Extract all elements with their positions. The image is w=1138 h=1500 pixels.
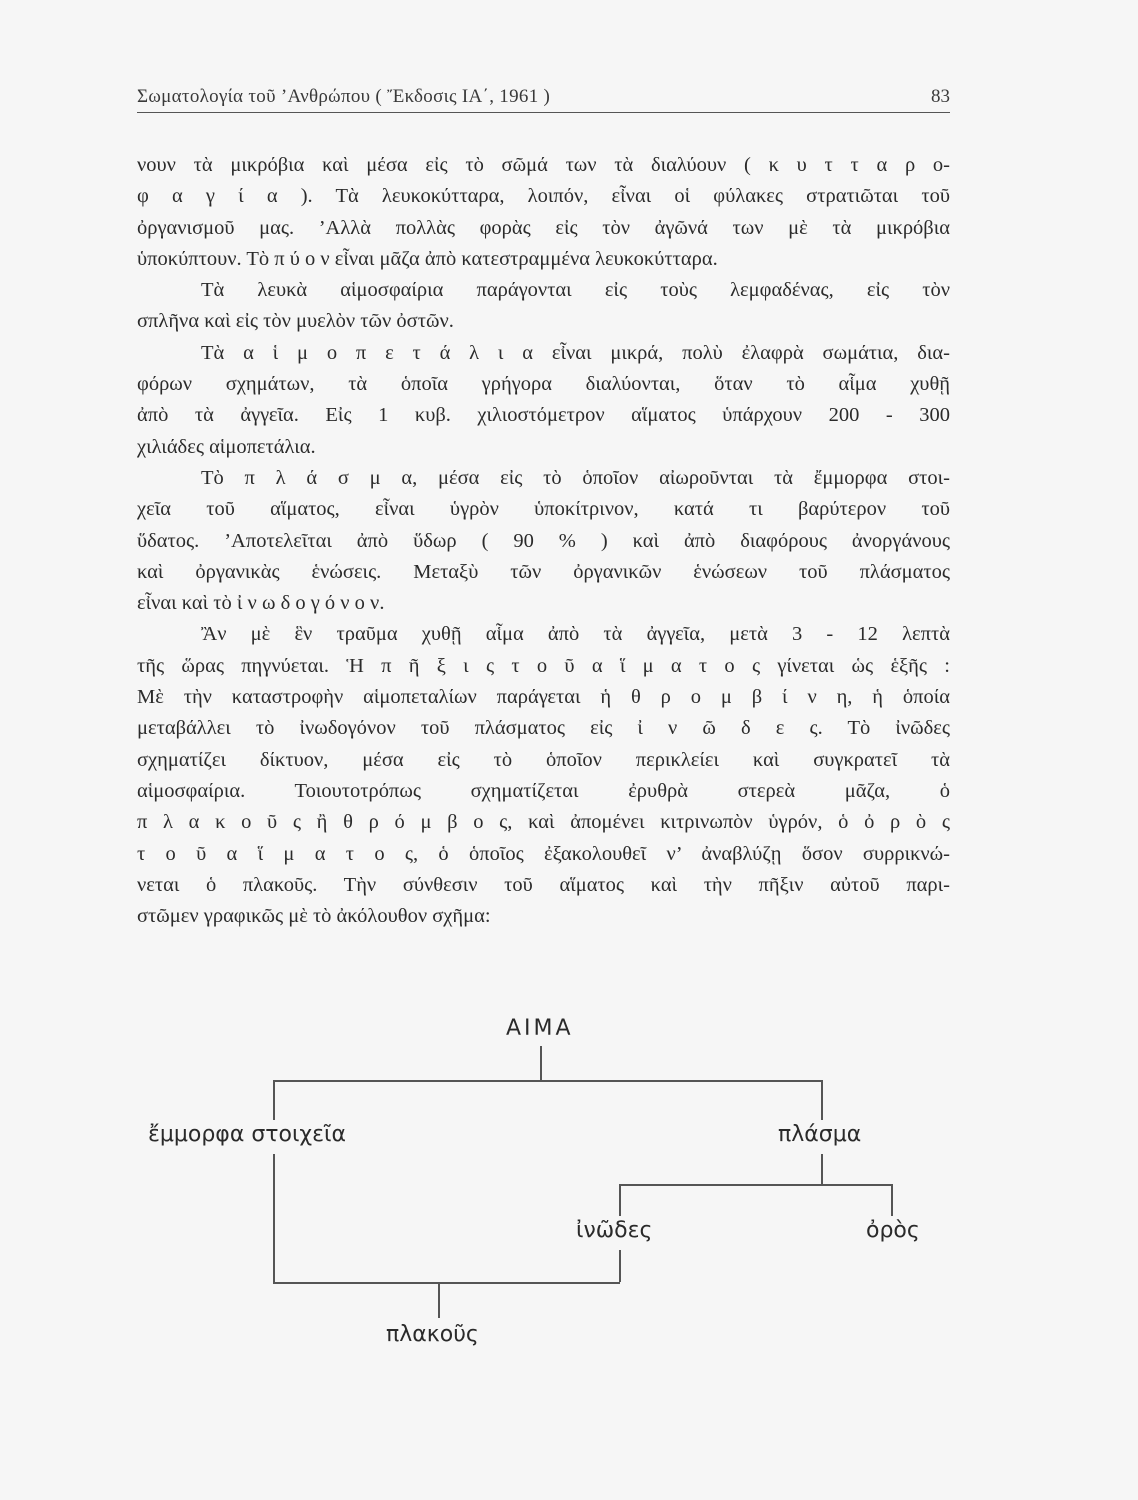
connector-line — [273, 1080, 822, 1082]
text-line: Τὰ λευκὰ αἱμοσφαίρια παράγονται εἰς τοὺς λεμφαδένας, εἰς τὸν — [201, 279, 950, 302]
text-line: καὶ ὀργανικὰς ἑνώσεις. Μεταξὺ τῶν ὀργανικῶν ἑνώσεων τοῦ πλάσματος — [137, 560, 950, 583]
text-line: σπλῆνα καὶ εἰς τὸν μυελὸν τῶν ὀστῶν. — [137, 310, 454, 333]
text-line: ὕδατος. ’Αποτελεῖται ἀπὸ ὕδωρ ( 90 % ) καὶ ἀπὸ διαφόρους ἀνοργάνους — [137, 529, 950, 552]
text-line: Τὸ π λ ά σ μ α, μέσα εἰς τὸ ὁποῖον αἰωροῦνται τὰ ἔμμορφα στοι- — [201, 466, 950, 489]
connector-line — [821, 1154, 823, 1184]
text-line: χεῖα τοῦ αἵματος, εἶναι ὑγρὸν ὑποκίτρινον, κατά τι βαρύτερον τοῦ — [137, 498, 950, 521]
connector-line — [273, 1282, 620, 1284]
diagram-node-serum: ὀρὸς — [866, 1218, 920, 1243]
diagram-node-clot: πλακοῦς — [386, 1322, 479, 1347]
text-line: Μὲ τὴν καταστροφὴν αἱμοπεταλίων παράγεται ἡ θ ρ ο μ β ί ν η, ἡ ὁποία — [137, 686, 950, 709]
text-line: φ α γ ί α ). Τὰ λευκοκύτταρα, λοιπόν, εἶναι οἱ φύλακες στρατιῶται τοῦ — [137, 185, 950, 208]
text-line: νουν τὰ μικρόβια καὶ μέσα εἰς τὸ σῶμά των τὰ διαλύουν ( κ υ τ τ α ρ ο- — [137, 154, 950, 176]
text-line: π λ α κ ο ῦ ς ἢ θ ρ ό μ β ο ς, καὶ ἀπομένει κιτρινωπὸν ὑγρόν, ὁ ὀ ρ ὸ ς — [137, 811, 950, 834]
diagram-node-formed-elements: ἔμμορφα στοιχεῖα — [148, 1122, 346, 1147]
connector-line — [540, 1046, 542, 1080]
connector-line — [619, 1184, 621, 1216]
text-line: νεται ὁ πλακοῦς. Τὴν σύνθεσιν τοῦ αἵματος καὶ τὴν πῆξιν αὐτοῦ παρι- — [137, 873, 950, 896]
text-line: ὀργανισμοῦ μας. ’Αλλὰ πολλὰς φορὰς εἰς τὸν ἀγῶνά των μὲ τὰ μικρόβια — [137, 216, 950, 239]
text-line: τ ο ῦ α ἵ μ α τ ο ς, ὁ ὁποῖος ἐξακολουθεῖ ν’ ἀναβλύζῃ ὅσον συρρικνώ- — [137, 842, 950, 865]
connector-line — [619, 1250, 621, 1282]
diagram-node-plasma: πλάσμα — [778, 1122, 862, 1147]
text-line: ὑποκύπτουν. Τὸ π ύ ο ν εἶναι μᾶζα ἀπὸ κατεστραμμένα λευκοκύτταρα. — [137, 247, 718, 270]
text-line: Τὰ α ἱ μ ο π ε τ ά λ ι α εἶναι μικρά, πολὺ ἐλαφρὰ σωμάτια, δια- — [201, 341, 950, 364]
connector-line — [273, 1154, 275, 1282]
connector-line — [438, 1282, 440, 1318]
connector-line — [891, 1184, 893, 1216]
diagram-node-blood: ΑΙΜΑ — [506, 1016, 574, 1041]
diagram-node-fibrin: ἰνῶδες — [576, 1218, 653, 1243]
connector-line — [821, 1080, 823, 1120]
text-line: αἱμοσφαίρια. Τοιουτοτρόπως σχηματίζεται ἐρυθρὰ στερεὰ μᾶζα, ὁ — [137, 779, 950, 802]
text-line: σχηματίζει δίκτυον, μέσα εἰς τὸ ὁποῖον περικλείει καὶ συγκρατεῖ τὰ — [137, 748, 950, 771]
page-number: 83 — [931, 86, 950, 107]
text-line: στῶμεν γραφικῶς μὲ τὸ ἀκόλουθον σχῆμα: — [137, 905, 491, 928]
connector-line — [619, 1184, 892, 1186]
text-line: εἶναι καὶ τὸ ἰ ν ω δ ο γ ό ν ο ν. — [137, 592, 385, 615]
text-line: τῆς ὥρας πηγνύεται. Ἡ π ῆ ξ ι ς τ ο ῦ α ἵ μ α τ ο ς γίνεται ὡς ἑξῆς : — [137, 654, 950, 677]
text-line: Ἂν μὲ ἓν τραῦμα χυθῇ αἷμα ἀπὸ τὰ ἀγγεῖα, μετὰ 3 - 12 λεπτὰ — [201, 623, 950, 646]
text-line: ἀπὸ τὰ ἀγγεῖα. Εἰς 1 κυβ. χιλιοστόμετρον αἵματος ὑπάρχουν 200 - 300 — [137, 404, 950, 427]
connector-line — [273, 1080, 275, 1120]
text-line: χιλιάδες αἱμοπετάλια. — [137, 435, 316, 458]
text-line: φόρων σχημάτων, τὰ ὁποῖα γρήγορα διαλύονται, ὅταν τὸ αἷμα χυθῇ — [137, 373, 950, 396]
text-line: μεταβάλλει τὸ ἰνωδογόνον τοῦ πλάσματος εἰς ἰ ν ῶ δ ε ς. Τὸ ἰνῶδες — [137, 717, 950, 740]
running-header-title: Σωματολογία τοῦ ’Ανθρώπου ( Ἔκδοσις ΙΑ΄, 1961 ) — [137, 86, 551, 107]
